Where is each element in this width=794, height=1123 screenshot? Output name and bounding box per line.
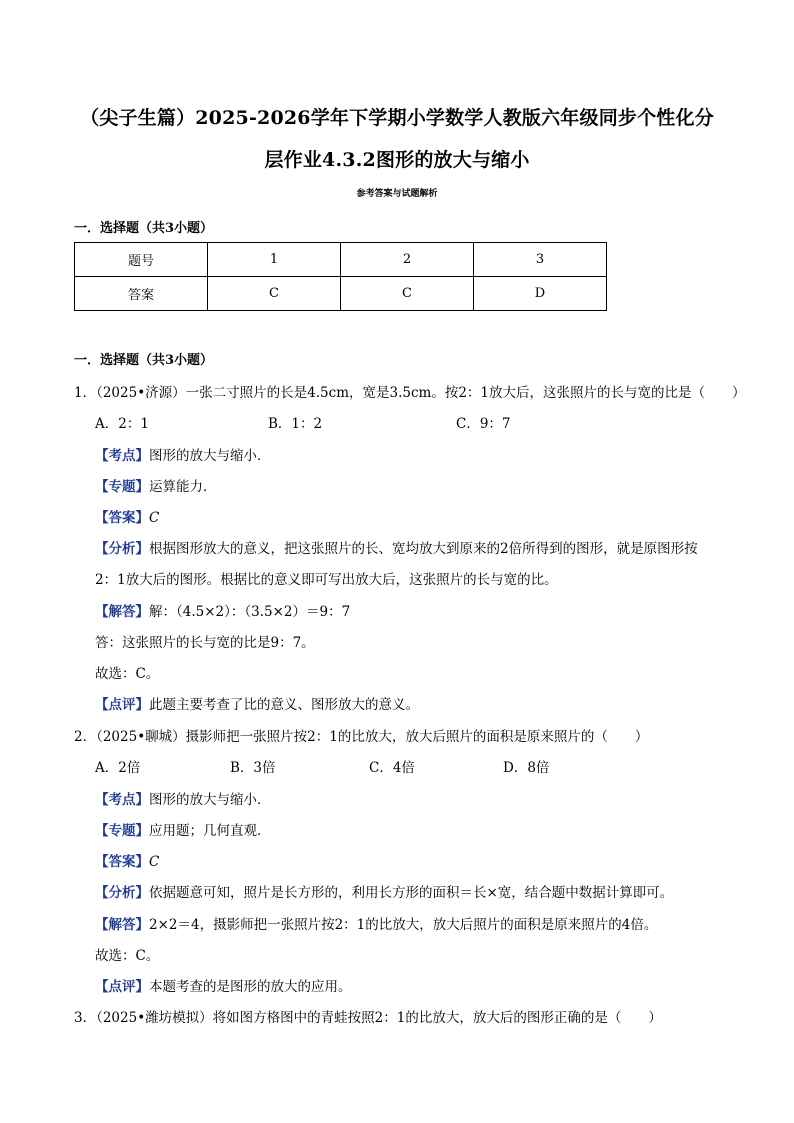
question-number-cell: 1 [208,243,341,277]
answer-cell: C [208,277,341,311]
question-1-choice: 故选：C。 [95,666,160,682]
question-2-answer [95,850,159,870]
question-1-analysis [95,537,698,557]
question-2-solution [95,913,657,933]
question-1-zhuanti [95,475,217,495]
document-subtitle: 参考答案与试题解析 [356,189,438,199]
question-1-answer [95,506,159,526]
question-2-comment [95,975,352,995]
zhuanti-label: 【专题】 [95,479,149,495]
question-2-choice: 故选：C。 [95,948,160,964]
jieda-text: 2×2＝4，摄影师把一张照片按2：1的比放大，放大后照片的面积是原来照片的4倍。 [149,917,658,933]
question-1-stem: 1．（2025•济源）一张二寸照片的长是4.5cm，宽是3.5cm。按2：1放大后，这张照片的长与宽的比是（ ） [74,385,746,401]
question-2-analysis [95,881,673,901]
answer-cell: D [474,277,607,311]
fenxi-text: 依据题意可知，照片是长方形的，利用长方形的面积＝长×宽，结合题中数据计算即可。 [149,885,674,901]
question-2-zhuanti [95,819,271,839]
kaodian-text: 图形的放大与缩小． [149,792,271,808]
section-heading-questions: 一．选择题（共3小题） [74,353,214,368]
zhuanti-text: 应用题；几何直观． [149,823,271,839]
table-row-label: 题号 [75,243,208,277]
question-1-analysis-cont: 2：1放大后的图形。根据比的意义即可写出放大后，这张照片的长与宽的比。 [95,572,558,588]
document-title-line-2: 层作业4.3.2图形的放大与缩小 [264,149,530,171]
question-2-option-c: C．4倍 [369,760,415,776]
question-1-reply: 答：这张照片的长与宽的比是9：7。 [95,635,315,651]
daan-label: 【答案】 [95,510,149,526]
jieda-text: 解：（4.5×2）：（3.5×2）＝9：7 [149,604,351,620]
question-1-option-a: A．2：1 [95,416,149,432]
question-number-cell: 2 [341,243,474,277]
daan-label: 【答案】 [95,854,149,870]
daan-text: C [149,510,160,526]
zhuanti-label: 【专题】 [95,823,149,839]
fenxi-label: 【分析】 [95,541,149,557]
dianping-text: 本题考查的是图形的放大的应用。 [149,979,352,995]
dianping-label: 【点评】 [95,697,149,713]
table-row [75,243,607,277]
daan-text: C [149,854,160,870]
question-1-comment [95,693,419,713]
question-1-option-c: C．9：7 [456,416,511,432]
document-title-line-1: （尖子生篇）2025-2026学年下学期小学数学人教版六年级同步个性化分 [80,107,714,129]
question-1-option-b: B．1：2 [268,416,323,432]
answer-cell: C [341,277,474,311]
question-1-solution [95,600,350,620]
question-number-cell: 3 [474,243,607,277]
jieda-label: 【解答】 [95,917,149,933]
question-2-option-a: A．2倍 [95,760,141,776]
question-2-option-b: B．3倍 [230,760,276,776]
zhuanti-text: 运算能力． [149,479,217,495]
kaodian-label: 【考点】 [95,792,149,808]
kaodian-text: 图形的放大与缩小． [149,448,271,464]
fenxi-text: 根据图形放大的意义，把这张照片的长、宽均放大到原来的2倍所得到的图形，就是原图形按 [149,541,698,557]
table-row-label: 答案 [75,277,208,311]
jieda-label: 【解答】 [95,604,149,620]
question-2-option-d: D．8倍 [503,760,550,776]
table-row [75,277,607,311]
dianping-text: 此题主要考查了比的意义、图形放大的意义。 [149,697,419,713]
section-heading-answer-table: 一．选择题（共3小题） [74,221,214,236]
question-2-kaodian [95,788,271,808]
kaodian-label: 【考点】 [95,448,149,464]
dianping-label: 【点评】 [95,979,149,995]
question-2-stem: 2．（2025•聊城）摄影师把一张照片按2：1的比放大，放大后照片的面积是原来照片的（ ） [74,729,649,745]
question-1-kaodian [95,444,271,464]
answer-table [74,242,607,311]
question-3-stem: 3．（2025•潍坊模拟）将如图方格图中的青蛙按照2：1的比放大，放大后的图形正确的是（ ） [74,1010,662,1026]
fenxi-label: 【分析】 [95,885,149,901]
